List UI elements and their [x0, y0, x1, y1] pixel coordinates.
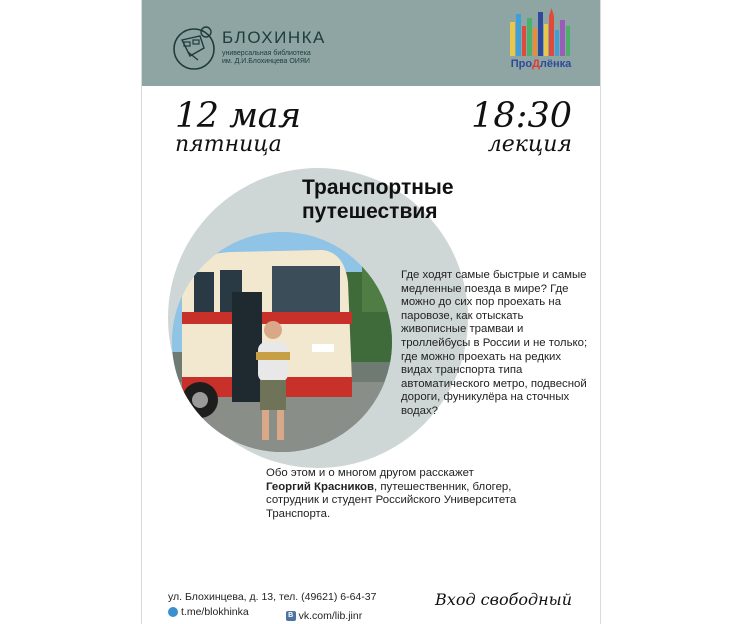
event-title-line1: Транспортные [302, 176, 454, 199]
speaker-description: , путешественник, блогер, сотрудник и студент Российского Университета Транспорта. [266, 480, 517, 520]
brand-subtitle [222, 50, 362, 66]
speaker-name: Георгий Красников [266, 480, 375, 493]
poster-header [142, 0, 600, 86]
brand-subtitle-line1: универсальная библиотека [222, 50, 311, 57]
poster [141, 0, 601, 624]
prodlenka-logo [500, 8, 582, 78]
event-date: 12 мая [175, 96, 301, 136]
prodlenka-books-icon [500, 8, 582, 58]
brand-subtitle-line2: им. Д.И.Блохинцева ОИЯИ [222, 58, 310, 65]
vk-link[interactable] [286, 610, 363, 622]
event-title-line2: путешествия [302, 200, 438, 223]
bus-photo-illustration [172, 232, 392, 452]
speaker-info [266, 467, 566, 521]
event-title [302, 176, 454, 224]
library-address: ул. Блохинцева, д. 13, тел. (49621) 6-64-37 [168, 591, 377, 603]
prodlenka-suffix: лёнка [539, 58, 572, 70]
telegram-link-text: t.me/blokhinka [181, 606, 249, 618]
event-weekday: пятница [175, 132, 282, 157]
vk-link-text: vk.com/lib.jinr [298, 610, 363, 622]
brand-name: БЛОХИНКА [222, 28, 326, 47]
event-description: Где ходят самые быстрые и самые медленные поезда в мире? Где можно до сих пор проехать на паровозе, как отыскать живописные трамваи и троллейбусы в России и не только; где можно проехать на редких видах транспорта типа автоматического метро, подвесной дороги, фуникулёра на сточных водах? [401, 269, 588, 417]
vk-icon: В [286, 611, 296, 621]
telegram-link[interactable] [168, 606, 249, 618]
speaker-photo [172, 232, 392, 452]
prodlenka-wordmark [500, 58, 582, 70]
event-time: 18:30 [471, 96, 572, 136]
prodlenka-prefix: Про [510, 58, 533, 70]
entry-note: Вход свободный [435, 590, 572, 609]
library-logo [164, 12, 354, 72]
prodlenka-accent: Д [532, 58, 540, 70]
library-logo-icon [170, 22, 220, 72]
speaker-intro: Обо этом и о многом другом расскажет [266, 467, 474, 479]
telegram-icon [168, 607, 178, 617]
contact-links [168, 606, 396, 622]
event-kind: лекция [487, 132, 572, 157]
